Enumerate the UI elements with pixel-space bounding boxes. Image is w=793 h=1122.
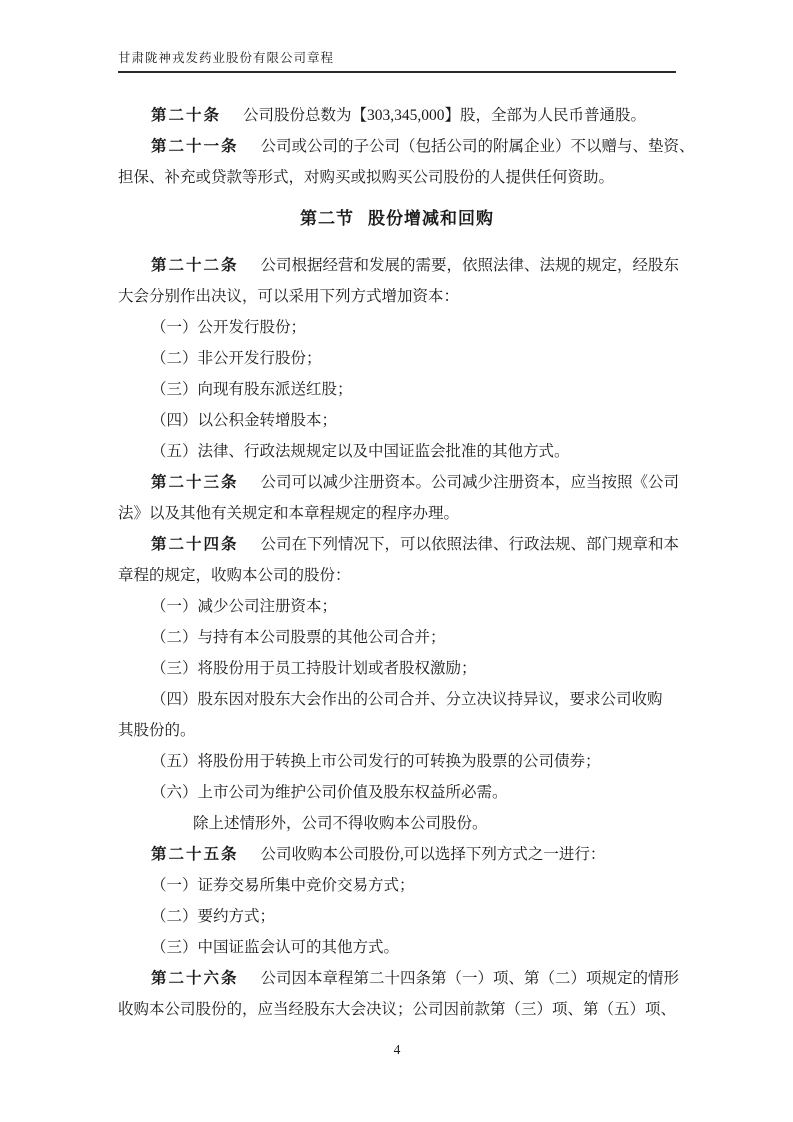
article-25-item-1: （一）证券交易所集中竞价交易方式； — [151, 877, 415, 894]
article-22-text: 公司根据经营和发展的需要，依照法律、法规的规定，经股东 — [260, 257, 680, 274]
article-23-line-1 — [118, 467, 680, 498]
page-number: 4 — [393, 1042, 401, 1057]
article-21-line-2: 担保、补充或贷款等形式，对购买或拟购买公司股份的人提供任何资助。 — [118, 169, 615, 186]
article-20-line-1 — [118, 100, 676, 131]
article-26-label: 第二十六条 — [151, 970, 239, 987]
article-22-line-1 — [118, 250, 680, 281]
article-24-line-1 — [118, 529, 680, 560]
article-24-item-3: （三）将股份用于员工持股计划或者股权激励； — [151, 660, 477, 677]
article-23-label: 第二十三条 — [151, 474, 239, 491]
article-24-item-1: （一）减少公司注册资本； — [151, 598, 338, 615]
article-22-item-5: （五）法律、行政法规规定以及中国证监会批准的其他方式。 — [151, 443, 570, 460]
article-22-line-2: 大会分别作出决议，可以采用下列方式增加资本： — [118, 288, 460, 305]
article-24-label: 第二十四条 — [151, 536, 239, 553]
article-21-line-1 — [118, 131, 695, 162]
article-22-item-4: （四）以公积金转增股本； — [151, 412, 338, 429]
article-24-item-5: （五）将股份用于转换上市公司发行的可转换为股票的公司债券； — [151, 753, 601, 770]
article-25-line-1 — [118, 839, 676, 870]
header-title: 甘肃陇神戎发药业股份有限公司章程 — [118, 51, 335, 65]
article-22-item-2: （二）非公开发行股份； — [151, 350, 322, 367]
article-22-item-3: （三）向现有股东派送红股； — [151, 381, 353, 398]
page-header — [118, 50, 676, 73]
article-26-line-2: 收购本公司股份的，应当经股东大会决议；公司因前款第（三）项、第（五）项、 — [118, 1001, 677, 1018]
article-23-text: 公司可以减少注册资本。公司减少注册资本，应当按照《公司 — [260, 474, 680, 491]
article-26-line-1 — [118, 963, 680, 994]
article-20-text: 公司股份总数为【303,345,000】股，全部为人民币普通股。 — [243, 107, 647, 124]
article-20-label: 第二十条 — [151, 107, 222, 124]
article-23-line-2: 法》以及其他有关规定和本章程规定的程序办理。 — [118, 505, 460, 522]
article-22-label: 第二十二条 — [151, 257, 239, 274]
section-number: 第二节 — [300, 209, 354, 228]
article-24-item-2: （二）与持有本公司股票的其他公司合并； — [151, 629, 446, 646]
article-24-line-2: 章程的规定，收购本公司的股份： — [118, 567, 351, 584]
article-25-text: 公司收购本公司股份,可以选择下列方式之一进行： — [260, 846, 606, 863]
article-24-item-4-line-1: （四）股东因对股东大会作出的公司合并、分立决议持异议，要求公司收购 — [151, 691, 663, 708]
article-25-label: 第二十五条 — [151, 846, 239, 863]
section-heading — [118, 203, 676, 234]
article-26-text: 公司因本章程第二十四条第（一）项、第（二）项规定的情形 — [260, 970, 680, 987]
article-22-item-1: （一）公开发行股份； — [151, 319, 307, 336]
article-21-label: 第二十一条 — [151, 138, 239, 155]
document-content — [118, 100, 695, 1025]
article-25-item-3: （三）中国证监会认可的其他方式。 — [151, 939, 400, 956]
article-24-item-6: （六）上市公司为维护公司价值及股东权益所必需。 — [151, 784, 508, 801]
article-24-item-4-line-2: 其股份的。 — [118, 722, 196, 739]
article-25-item-2: （二）要约方式； — [151, 908, 276, 925]
article-24-note: 除上述情形外，公司不得收购本公司股份。 — [193, 815, 488, 832]
article-24-text: 公司在下列情况下，可以依照法律、行政法规、部门规章和本 — [260, 536, 680, 553]
section-title: 股份增减和回购 — [368, 209, 494, 228]
article-21-text: 公司或公司的子公司（包括公司的附属企业）不以赠与、垫资、 — [260, 138, 695, 155]
